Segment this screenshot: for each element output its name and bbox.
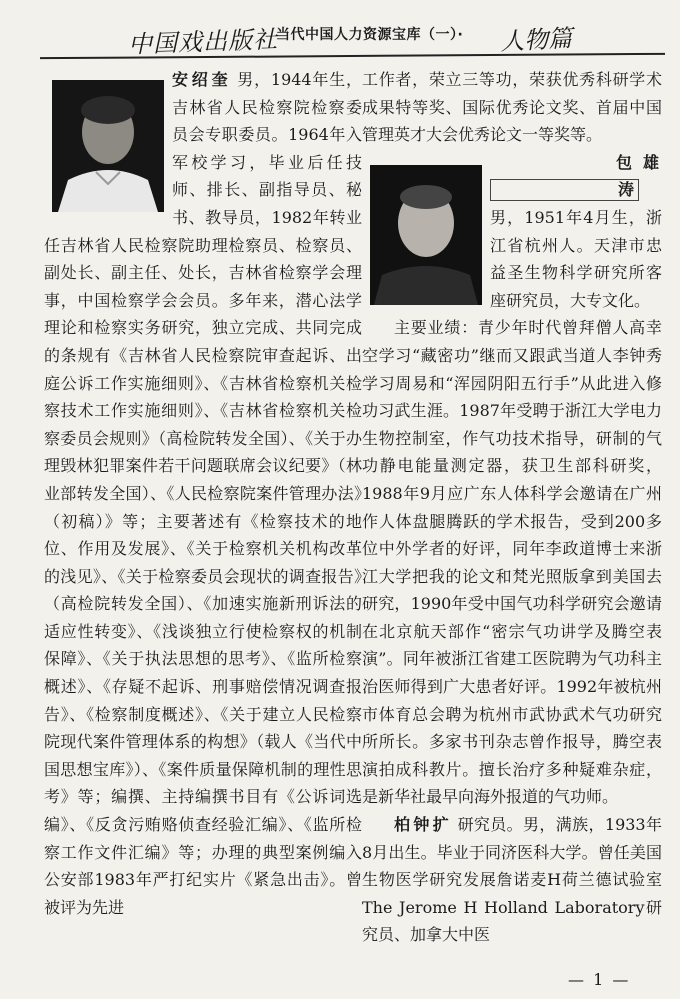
portrait-photo-bao	[370, 165, 482, 305]
portrait-an-image	[52, 80, 164, 212]
an-shaokui-text: 男，1944年生，吉林省人民检察院检察委员会专职委员。1964年入军校学习，毕业后任技师、排长、副指导员、秘书、教导员，1982年转业任吉林省人民检察院助理检察员、检察员、副处长、副主任、处长，吉林省检察学会理事，中国检察学会会员。多年来，潜心法学理论和检察实务研究，独立完成、共同完成的条规有《吉林省人民检察院审查起诉、出庭公诉工作实施细则》、《吉林省检察机关检察技术工作实施细则》、《吉林省检察机关检察委员会规则》（高检院转发全国）、《关于办理毁林犯罪案件若干问题联席会议纪要》（林业部转发全国）、《人民检察院案件管理办法》（初稿）》等；主要著述有《检察技术的地位、作用及发展》、《关于检察机关机构改革的浅见》、《关于检察委员会现状的调查报告》（高检院转发全国）、《加速实施新刑诉法的适应性转变》、《浅谈独立行使检察权的机制保障》、《关于执法思想的思考》、《监所检察概述》、《存疑不起诉、刑事赔偿情况调查报告》、《检察制度概述》、《关于建立人民检察院现代案件管理体系的构想》（载人《当代中国思想宝库》）、《案件质量保障机制的理性思考》等；编撰、主持编撰书目有《公诉词选编》、《反贪污贿赂侦查经验汇编》、《监所检察工作文件汇编》等；办理的典型案例编入公安部1983年严打纪实片《紧急出击》。曾被评为先进	[44, 70, 362, 917]
bai-intro-para	[362, 811, 662, 949]
right-continuation: 工作者，荣立三等功，荣获优秀科研学术成果特等奖、国际优秀论文奖、首届中国管理英才大会优秀论文一等奖等。	[362, 70, 662, 145]
section-handwriting: 人物篇	[499, 24, 573, 56]
right-column	[362, 66, 662, 949]
name-bao-xiongtao	[490, 153, 662, 200]
left-column	[44, 66, 362, 921]
bai-intro-text: 研究员。男，满族，1933年8月出生。毕业于同济医科大学。曾任美国生物医学研究发展詹诺麦H荷兰德试验室 The Jerome H Holland Laboratory研究员、加拿大中医	[362, 815, 662, 945]
bao-intro-text: 男，1951年4月生，浙江省杭州人。天津市忠益圣生物科学研究所客座研究员，大专文化。	[490, 207, 662, 310]
name-an-shaokui: 安绍奎	[172, 70, 232, 89]
name-bai-zhongkuo: 柏钟扩	[394, 815, 453, 835]
bao-name-text: 包雄	[616, 152, 662, 172]
bao-name-boxed-char: 涛	[490, 179, 639, 201]
portrait-photo-an	[52, 80, 164, 212]
page-header	[0, 0, 680, 62]
publisher-handwriting: 中国戏出版社	[127, 25, 279, 59]
series-title: 当代中国人力资源宝库（一）·	[276, 27, 464, 43]
portrait-bao-image	[370, 165, 482, 305]
page-number: — 1 —	[568, 970, 631, 989]
bao-achievements: 主要业绩：青少年时代曾拜僧人高幸空学习“藏密功”继而又跟武当道人李钟秀学习周易和“浑园阴阳五行手”从此进入修功习武生涯。1987年受聘于浙江大学电力生物控制室，作气功技术指导，研制的气功静电能量测定器，获卫生部科研奖，1988年9月应广东人体科学会邀请在广州作人体盘腿腾跃的学术报告，受到200多位中外学者的好评，同年李政道博士来浙江大学把我的论文和梵光照版拿到美国去研究，1990年受中国气功科学研究会邀请在北京航天部作“密宗气功讲学及腾空表演”。同年被浙江省建工医院聘为气功科主治医师得到广大患者好评。1992年被杭州市体育总会聘为杭州市武协武术气功研究所所长。多家书刊杂志曾作报导，腾空表演拍成科教片。擅长治疗多种疑难杂症，是新华社最早向海外报道的气功师。	[362, 318, 662, 807]
